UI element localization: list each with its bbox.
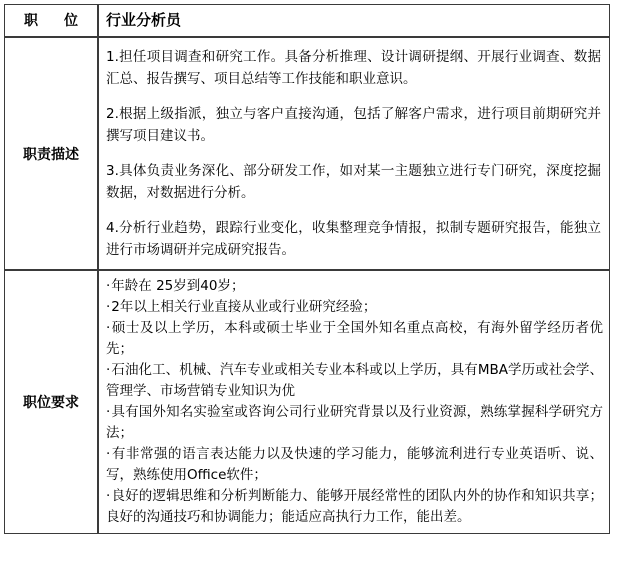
responsibility-paragraph: 4.分析行业趋势，跟踪行业变化，收集整理竞争情报，拟制专题研究报告，能独立进行市场调研并完成研究报告。: [106, 220, 601, 258]
list-item: · 石油化工、机械、汽车专业或相关专业本科或以上学历，具有MBA学历或社会学、管理学、市场营销专业知识为优: [106, 360, 603, 402]
list-item: · 良好的逻辑思维和分析判断能力、能够开展经常性的团队内外的协作和知识共享；良好的沟通技巧和协调能力；能适应高执行力工作，能出差。: [106, 486, 603, 528]
table-row-requirements: [4, 270, 610, 534]
responsibilities-body: [99, 38, 609, 269]
row-label-responsibilities: 职责描述: [4, 37, 98, 270]
row-label-position: 职 位: [4, 4, 98, 37]
requirements-body: [99, 271, 609, 533]
list-item: · 2年以上相关行业直接从业或行业研究经验；: [106, 297, 603, 318]
row-value-position: 行业分析员: [98, 4, 610, 37]
responsibility-paragraph: 3.具体负责业务深化、部分研发工作，如对某一主题独立进行专门研究，深度挖掘数据，对数据进行分析。: [106, 163, 601, 201]
row-value-responsibilities: [98, 37, 610, 270]
list-item: · 硕士及以上学历，本科或硕士毕业于全国外知名重点高校，有海外留学经历者优先；: [106, 318, 603, 360]
job-info-table: [4, 4, 610, 534]
list-item: · 具有国外知名实验室或咨询公司行业研究背景以及行业资源，熟练掌握科学研究方法；: [106, 402, 603, 444]
requirements-list: [106, 276, 603, 528]
list-item: · 有非常强的语言表达能力以及快速的学习能力，能够流利进行专业英语听、说、写，熟练使用Office软件；: [106, 444, 603, 486]
row-value-requirements: [98, 270, 610, 534]
responsibility-paragraph: 1.担任项目调查和研究工作。具备分析推理、设计调研提纲、开展行业调查、数据汇总、报告撰写、项目总结等工作技能和职业意识。: [106, 49, 601, 87]
table-row-position: [4, 4, 610, 37]
list-item: · 年龄在 25岁到40岁；: [106, 276, 603, 297]
table-row-responsibilities: [4, 37, 610, 270]
row-label-requirements: 职位要求: [4, 270, 98, 534]
responsibility-paragraph: 2.根据上级指派，独立与客户直接沟通，包括了解客户需求，进行项目前期研究并撰写项目建议书。: [106, 106, 601, 144]
